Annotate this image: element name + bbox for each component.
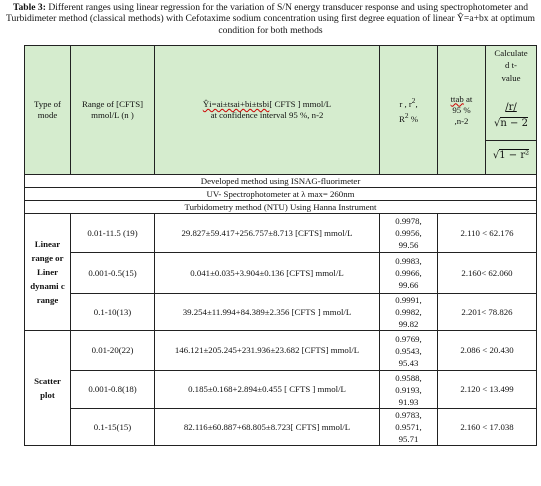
header-equation-prefix: Ŷi=ai±tsai+bi±tsbi: [202, 99, 270, 109]
group-linear: Linear range or Liner dynami c range: [25, 214, 71, 331]
table-row: [25, 294, 537, 331]
table-caption: [4, 2, 537, 36]
cell-t: 2.086 < 20.430: [438, 331, 537, 371]
cell-equation: 82.116±60.887+68.805±8.723[ CFTS] mmol/L: [155, 409, 380, 446]
cell-range: 0.001-0.8(18): [71, 371, 155, 409]
section-spectrophotometer: UV- Spectrophotometer at λ max= 260nm: [25, 188, 537, 201]
header-calc-root: √1 − r²: [492, 150, 530, 161]
caption-label: Table 3:: [12, 2, 46, 13]
cell-equation: 39.254±11.994+84.389±2.356 [CFTS ] mmol/L: [155, 294, 380, 331]
cell-t: 2.201< 78.826: [438, 294, 537, 331]
header-equation: [155, 46, 380, 175]
header-t-line3: 95 %: [452, 104, 471, 115]
header-range: Range of [CFTS] mmol/L (n ): [71, 46, 155, 175]
header-calc-divider: [486, 140, 536, 141]
header-r-sup: 2: [411, 96, 416, 106]
header-t-line4: ,n-2: [454, 115, 469, 126]
cell-t: 2.160< 62.060: [438, 253, 537, 294]
cell-r: 0.9978, 0.9956, 99.56: [380, 214, 438, 253]
header-r-line1: r , r: [399, 99, 412, 109]
section-fluorimeter: Developed method using ISNAG-fluorimeter: [25, 175, 537, 188]
header-r-line2: R: [398, 113, 405, 124]
group-scatter: Scatter plot: [25, 331, 71, 446]
header-calculated-t: [486, 46, 537, 175]
cell-r: 0.9588, 0.9193, 91.93: [380, 371, 438, 409]
table-row: [25, 253, 537, 294]
header-calc-line1: Calculate: [494, 48, 528, 58]
cell-r: 0.9783, 0.9571, 95.71: [380, 409, 438, 446]
section-turbidometry: Turbidometry method (NTU) Using Hanna Instrument: [25, 201, 537, 214]
table-row: [25, 331, 537, 371]
cell-range: 0.01-20(22): [71, 331, 155, 371]
header-calc-line2: d t-: [505, 60, 517, 70]
cell-t: 2.160 < 17.038: [438, 409, 537, 446]
header-t-tab: [438, 46, 486, 175]
cell-equation: 146.121±205.245+231.936±23.682 [CFTS] mmol/L: [155, 331, 380, 371]
header-r: r , $r^2$, $R^2$ %: [380, 46, 438, 175]
table-row: [25, 371, 537, 409]
header-r-line2-suffix: %: [408, 113, 419, 124]
cell-equation: 0.185±0.168+2.894±0.455 [ CFTS ] mmol/L: [155, 371, 380, 409]
header-row: [25, 46, 537, 175]
cell-t: 2.120 < 13.499: [438, 371, 537, 409]
cell-r: 0.9769, 0.9543, 95.43: [380, 331, 438, 371]
cell-r: 0.9983, 0.9966, 99.66: [380, 253, 438, 294]
cell-range: 0.1-10(13): [71, 294, 155, 331]
table-row: [25, 409, 537, 446]
header-calc-line3: value: [501, 73, 521, 83]
header-calc-frac-den: √n − 2: [494, 118, 528, 129]
header-t-line2: at: [466, 93, 473, 104]
header-calc-frac-num: /r/: [505, 102, 517, 113]
cell-equation: 0.041±0.035+3.904±0.136 [CFTS] mmol/L: [155, 253, 380, 294]
cell-equation: 29.827±59.417+256.757±8.713 [CFTS] mmol/L: [155, 214, 380, 253]
table-row: [25, 214, 537, 253]
header-type-of-mode: Type of mode: [25, 46, 71, 175]
cell-t: 2.110 < 62.176: [438, 214, 537, 253]
cell-range: 0.001-0.5(15): [71, 253, 155, 294]
regression-table: [24, 45, 537, 446]
cell-range: 0.1-15(15): [71, 409, 155, 446]
header-equation-suffix: [ CFTS ] mmol/L: [269, 99, 332, 109]
cell-r: 0.9991, 0.9982, 99.82: [380, 294, 438, 331]
header-t-tab-label: ttab: [450, 93, 464, 104]
header-r-line2-sup: 2: [404, 111, 409, 120]
caption-text: Different ranges using linear regression for the variation of S/N energy transducer response and using spectrophotometer and Turbidimeter method (classical methods) with Cefotaxime sodium concentration using first degree equation of linear Ŷ=a+bx at optimum condition for both methods: [6, 2, 535, 36]
header-equation-line2: at confidence interval 95 %, n-2: [210, 110, 324, 120]
cell-range: 0.01-11.5 (19): [71, 214, 155, 253]
